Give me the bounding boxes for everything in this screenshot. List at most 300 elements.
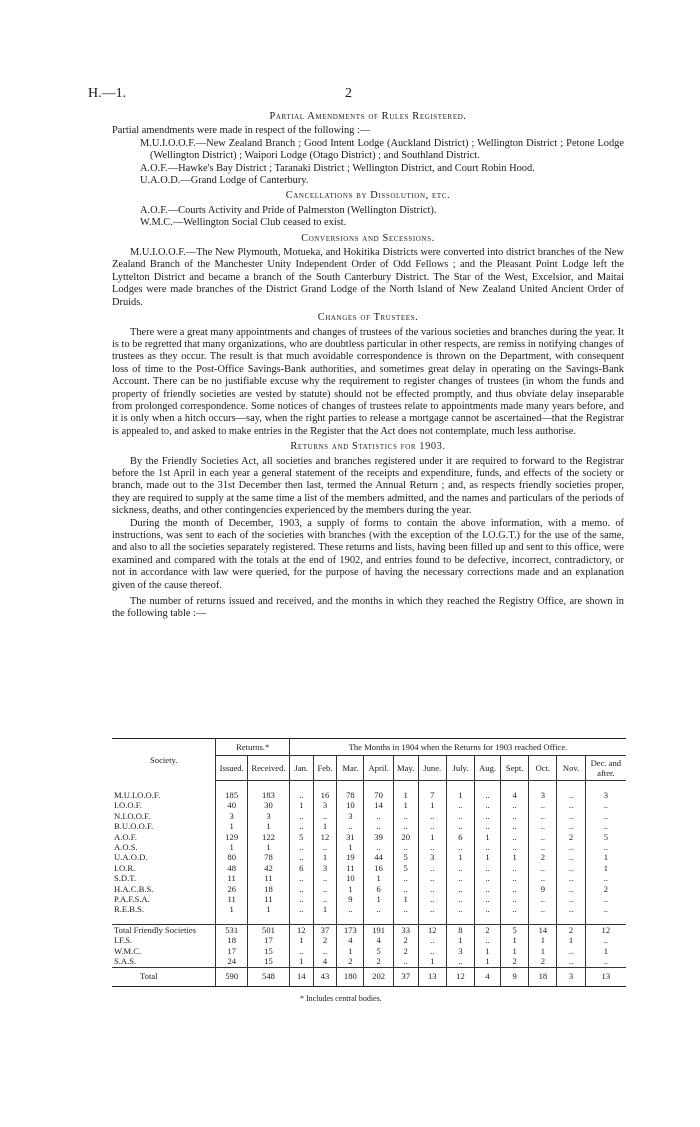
table-row bbox=[112, 863, 626, 873]
col-header: July. bbox=[446, 756, 474, 781]
table-cell: .. bbox=[585, 935, 626, 945]
table-cell: .. bbox=[446, 904, 474, 914]
table-cell: .. bbox=[557, 800, 585, 810]
table-cell: .. bbox=[557, 884, 585, 894]
trustees-paragraph: There were a great many appointments and changes of trustees of the various societies and branches during the year. It is to be regretted that many organizations, who are doubtless particular in other respects, are remiss in notifying changes of trustees as they occur. The result is that much avoidable correspondence is thrown on the Department, with consequent loss of time to the Post-Office Savings-Bank authorities, and sometimes great delay in operating on the Savings-Bank Account. There can be no justifiable excuse why the requirement to register changes of trustees (in whom the funds and property of friendly societies are vested by statute) should not be effected promptly, and thus obviate delay inseparable from prolonged correspondence. Some notices of changes of trustees relate to appointments made many years before, and it is only when a hitch occurs—say, when the right parties to release a mortgage cannot be ascertained—that the Registrar is appealed to, and asked to make entries in the Register that the Act does not contemplate, much less authorise. bbox=[112, 326, 624, 437]
table-cell: 4 bbox=[337, 935, 364, 945]
table-cell: 20 bbox=[393, 832, 418, 842]
table-cell: .. bbox=[501, 894, 529, 904]
table-cell: 531 bbox=[216, 924, 248, 935]
table-cell: .. bbox=[289, 852, 313, 862]
table-cell: 2 bbox=[585, 884, 626, 894]
table-cell: 3 bbox=[313, 863, 337, 873]
returns-table bbox=[112, 738, 626, 987]
table-cell: 31 bbox=[337, 832, 364, 842]
table-cell: 3 bbox=[216, 811, 248, 821]
table-cell: .. bbox=[501, 811, 529, 821]
table-cell: 1 bbox=[557, 935, 585, 945]
table-cell: 590 bbox=[216, 967, 248, 986]
table-cell: 12 bbox=[418, 924, 446, 935]
table-cell: 2 bbox=[393, 946, 418, 956]
table-cell: 78 bbox=[337, 790, 364, 800]
table-cell: .. bbox=[557, 790, 585, 800]
heading-partial-amendments: Partial Amendments of Rules Registered. bbox=[269, 111, 467, 122]
table-cell: 2 bbox=[475, 924, 501, 935]
table-cell: 1 bbox=[501, 946, 529, 956]
col-header: Oct. bbox=[529, 756, 557, 781]
table-cell: 12 bbox=[446, 967, 474, 986]
table-cell: .. bbox=[501, 842, 529, 852]
table-row bbox=[112, 832, 626, 842]
table-cell: 48 bbox=[216, 863, 248, 873]
table-cell: 202 bbox=[364, 967, 393, 986]
table-cell: .. bbox=[393, 821, 418, 831]
table-cell: .. bbox=[418, 884, 446, 894]
table-cell: 3 bbox=[557, 967, 585, 986]
table-cell: .. bbox=[529, 800, 557, 810]
table-cell: .. bbox=[393, 904, 418, 914]
table-cell: .. bbox=[418, 811, 446, 821]
table-cell: 1 bbox=[393, 790, 418, 800]
page-number: 2 bbox=[345, 86, 352, 101]
table-cell: .. bbox=[529, 904, 557, 914]
col-header: Aug. bbox=[475, 756, 501, 781]
table-cell: 1 bbox=[475, 956, 501, 967]
table-cell: 1 bbox=[364, 873, 393, 883]
table-cell: 2 bbox=[529, 852, 557, 862]
table-cell: .. bbox=[585, 873, 626, 883]
partial-item: A.O.F.—Hawke's Bay District ; Taranaki District ; Wellington District, and Court Robin Hood. bbox=[140, 162, 535, 174]
table-cell: .. bbox=[418, 842, 446, 852]
table-cell: 8 bbox=[446, 924, 474, 935]
table-cell: .. bbox=[475, 894, 501, 904]
table-cell: .. bbox=[364, 842, 393, 852]
table-cell: .. bbox=[364, 821, 393, 831]
table-cell: 24 bbox=[216, 956, 248, 967]
table-cell: 42 bbox=[248, 863, 290, 873]
table-cell: 13 bbox=[585, 967, 626, 986]
table-cell: 3 bbox=[585, 790, 626, 800]
col-header: April. bbox=[364, 756, 393, 781]
society-name: I.O.O.F. bbox=[114, 800, 142, 811]
table-cell: .. bbox=[529, 811, 557, 821]
table-cell: 1 bbox=[418, 832, 446, 842]
table-cell: 1 bbox=[289, 935, 313, 945]
table-row bbox=[112, 790, 626, 800]
table-cell: 19 bbox=[337, 852, 364, 862]
table-cell: 1 bbox=[446, 935, 474, 945]
table-cell: 5 bbox=[585, 832, 626, 842]
table-cell: .. bbox=[418, 904, 446, 914]
table-cell: .. bbox=[393, 811, 418, 821]
table-cell: .. bbox=[475, 800, 501, 810]
table-cell: .. bbox=[337, 821, 364, 831]
table-row bbox=[112, 967, 626, 986]
table-cell: 11 bbox=[216, 873, 248, 883]
table-cell: 1 bbox=[337, 946, 364, 956]
society-name: N.I.O.O.F. bbox=[114, 810, 151, 821]
table-cell: 1 bbox=[337, 842, 364, 852]
society-name: M.U.I.O.O.F. bbox=[114, 790, 161, 800]
table-cell: 26 bbox=[216, 884, 248, 894]
table-cell: .. bbox=[446, 821, 474, 831]
table-cell: 5 bbox=[393, 863, 418, 873]
table-cell: 1 bbox=[446, 852, 474, 862]
table-cell: .. bbox=[446, 956, 474, 967]
table-cell: .. bbox=[446, 842, 474, 852]
table-cell: 1 bbox=[248, 842, 290, 852]
table-cell: .. bbox=[418, 821, 446, 831]
col-header: Received. bbox=[248, 756, 290, 781]
table-cell: .. bbox=[289, 811, 313, 821]
table-cell: .. bbox=[475, 811, 501, 821]
table-cell: .. bbox=[585, 811, 626, 821]
table-cell: 4 bbox=[475, 967, 501, 986]
table-cell: .. bbox=[501, 873, 529, 883]
table-cell: .. bbox=[475, 935, 501, 945]
table-cell: .. bbox=[557, 811, 585, 821]
table-cell: .. bbox=[529, 863, 557, 873]
table-cell: .. bbox=[313, 873, 337, 883]
table-cell: 3 bbox=[248, 811, 290, 821]
table-cell: 7 bbox=[418, 790, 446, 800]
table-cell: .. bbox=[289, 946, 313, 956]
table-cell: 1 bbox=[289, 800, 313, 810]
table-cell: 11 bbox=[337, 863, 364, 873]
table-row bbox=[112, 924, 626, 935]
table-cell: 6 bbox=[446, 832, 474, 842]
page-reference: H.—1. bbox=[88, 86, 127, 101]
table-cell: 12 bbox=[289, 924, 313, 935]
col-header: Dec. and after. bbox=[585, 756, 626, 781]
table-cell: 43 bbox=[313, 967, 337, 986]
table-cell: 1 bbox=[289, 956, 313, 967]
society-name: U.A.O.D. bbox=[114, 852, 148, 863]
table-cell: 2 bbox=[501, 956, 529, 967]
table-cell: 30 bbox=[248, 800, 290, 810]
table-cell: .. bbox=[289, 873, 313, 883]
table-cell: 1 bbox=[446, 790, 474, 800]
table-spacer bbox=[112, 781, 626, 791]
society-name: B.U.O.O.F. bbox=[114, 821, 154, 832]
table-cell: .. bbox=[313, 946, 337, 956]
group-returns: Returns.* bbox=[216, 739, 290, 756]
table-cell: .. bbox=[529, 873, 557, 883]
table-cell: .. bbox=[418, 946, 446, 956]
table-cell: 1 bbox=[216, 842, 248, 852]
table-cell: 2 bbox=[529, 956, 557, 967]
table-cell: .. bbox=[418, 873, 446, 883]
table-cell: 11 bbox=[248, 873, 290, 883]
table-cell: 11 bbox=[216, 894, 248, 904]
table-cell: .. bbox=[557, 946, 585, 956]
table-row bbox=[112, 842, 626, 852]
table-cell: 1 bbox=[501, 852, 529, 862]
table-cell: .. bbox=[557, 852, 585, 862]
table-cell: .. bbox=[585, 842, 626, 852]
society-name: W.M.C. bbox=[114, 945, 142, 956]
table-cell: 1 bbox=[501, 935, 529, 945]
col-header: Nov. bbox=[557, 756, 585, 781]
society-name: H.A.C.B.S. bbox=[114, 883, 154, 894]
table-cell: 2 bbox=[557, 924, 585, 935]
table-cell: 2 bbox=[337, 956, 364, 967]
table-row bbox=[112, 935, 626, 945]
col-header: Feb. bbox=[313, 756, 337, 781]
table-cell: 5 bbox=[501, 924, 529, 935]
table-cell: .. bbox=[585, 904, 626, 914]
col-society: Society. bbox=[112, 739, 216, 781]
table-cell: 1 bbox=[216, 904, 248, 914]
col-header: May. bbox=[393, 756, 418, 781]
heading-returns: Returns and Statistics for 1903. bbox=[290, 441, 446, 453]
table-cell: 13 bbox=[418, 967, 446, 986]
table-cell: 501 bbox=[248, 924, 290, 935]
table-cell: .. bbox=[585, 800, 626, 810]
table-cell: 1 bbox=[313, 852, 337, 862]
table-cell: .. bbox=[289, 790, 313, 800]
table-cell: .. bbox=[585, 894, 626, 904]
heading-cancellations: Cancellations by Dissolution, etc. bbox=[285, 190, 451, 202]
table-cell: 1 bbox=[393, 800, 418, 810]
table-cell: .. bbox=[289, 842, 313, 852]
table-cell: 9 bbox=[501, 967, 529, 986]
table-cell: 1 bbox=[364, 894, 393, 904]
table-cell: 548 bbox=[248, 967, 290, 986]
table-cell: .. bbox=[364, 904, 393, 914]
table-cell: 3 bbox=[446, 946, 474, 956]
table-cell: .. bbox=[529, 894, 557, 904]
table-cell: 9 bbox=[337, 894, 364, 904]
society-name: I.O.R. bbox=[114, 862, 136, 873]
table-cell: 16 bbox=[364, 863, 393, 873]
table-cell: .. bbox=[585, 821, 626, 831]
table-cell: .. bbox=[557, 894, 585, 904]
table-cell: 12 bbox=[313, 832, 337, 842]
table-cell: .. bbox=[475, 821, 501, 831]
partial-intro: Partial amendments were made in respect of the following :— bbox=[112, 125, 371, 137]
table-row bbox=[112, 946, 626, 956]
table-cell: .. bbox=[289, 894, 313, 904]
table-cell: 1 bbox=[248, 821, 290, 831]
heading-conversions: Conversions and Secessions. bbox=[301, 232, 435, 244]
partial-item: M.U.I.O.O.F.—New Zealand Branch ; Good Intent Lodge (Auckland District) ; Wellington District ; Petone Lodge (Wellington District) ; Waipori Lodge (Otago District) ; and Southland District. bbox=[140, 137, 624, 162]
table-cell: 18 bbox=[216, 935, 248, 945]
table-cell: 1 bbox=[248, 904, 290, 914]
table-cell: .. bbox=[393, 873, 418, 883]
table-cell: .. bbox=[585, 956, 626, 967]
society-name: I.F.S. bbox=[114, 935, 133, 946]
table-cell: 185 bbox=[216, 790, 248, 800]
table-cell: 40 bbox=[216, 800, 248, 810]
table-cell: .. bbox=[557, 956, 585, 967]
table-cell: 1 bbox=[313, 821, 337, 831]
table-cell: 1 bbox=[337, 884, 364, 894]
table-cell: .. bbox=[289, 821, 313, 831]
table-cell: 180 bbox=[337, 967, 364, 986]
table-cell: 18 bbox=[248, 884, 290, 894]
table-cell: 1 bbox=[585, 863, 626, 873]
table-cell: 39 bbox=[364, 832, 393, 842]
table-cell: 10 bbox=[337, 800, 364, 810]
table-cell: 1 bbox=[216, 821, 248, 831]
society-name: A.O.F. bbox=[114, 831, 137, 842]
col-header: Jan. bbox=[289, 756, 313, 781]
table-cell: 80 bbox=[216, 852, 248, 862]
group-months: The Months in 1904 when the Returns for 1903 reached Office. bbox=[289, 739, 626, 756]
table-cell: 1 bbox=[475, 832, 501, 842]
col-header: Mar. bbox=[337, 756, 364, 781]
table-cell: .. bbox=[393, 884, 418, 894]
table-cell: 1 bbox=[475, 852, 501, 862]
table-cell: 1 bbox=[585, 946, 626, 956]
table-cell: 3 bbox=[529, 790, 557, 800]
returns-paragraph-3: The number of returns issued and received, and the months in which they reached the Registry Office, are shown in the following table :— bbox=[112, 596, 624, 620]
table-cell: 5 bbox=[393, 852, 418, 862]
body-text bbox=[112, 108, 624, 621]
table-cell: 78 bbox=[248, 852, 290, 862]
table-cell: .. bbox=[446, 811, 474, 821]
table-row bbox=[112, 873, 626, 883]
col-header: June. bbox=[418, 756, 446, 781]
table-cell: 1 bbox=[418, 956, 446, 967]
table-cell: 16 bbox=[313, 790, 337, 800]
table-cell: .. bbox=[313, 842, 337, 852]
table-cell: 37 bbox=[313, 924, 337, 935]
table-cell: .. bbox=[501, 863, 529, 873]
table-row bbox=[112, 956, 626, 967]
society-name: S.A.S. bbox=[114, 956, 137, 967]
table-cell: 2 bbox=[364, 956, 393, 967]
table-cell: 4 bbox=[313, 956, 337, 967]
table-cell: 14 bbox=[364, 800, 393, 810]
table-cell: 4 bbox=[501, 790, 529, 800]
table-cell: 5 bbox=[289, 832, 313, 842]
table-cell: 18 bbox=[529, 967, 557, 986]
table-cell: .. bbox=[393, 842, 418, 852]
table-cell: .. bbox=[446, 800, 474, 810]
table-cell: .. bbox=[364, 811, 393, 821]
table-cell: 129 bbox=[216, 832, 248, 842]
table-cell: 15 bbox=[248, 946, 290, 956]
table-cell: 4 bbox=[364, 935, 393, 945]
col-header: Issued. bbox=[216, 756, 248, 781]
table-footnote: * Includes central bodies. bbox=[300, 994, 382, 1003]
table-cell: 11 bbox=[248, 894, 290, 904]
table-cell: 70 bbox=[364, 790, 393, 800]
conversions-paragraph: M.U.I.O.O.F.—The New Plymouth, Motueka, and Hokitika Districts were converted into district branches of the New Zealand Branch of the Manchester Unity Independent Order of Odd Fellows ; and the Pleasant Point Lodge left the Lyttelton District and became a branch of the South Canterbury District. The Star of the West, Excelsior, and Maitai Lodges were made branches of the District Grand Lodge of the North Island of New Zealand United Ancient Order of Druids. bbox=[112, 247, 624, 308]
table-cell: 191 bbox=[364, 924, 393, 935]
table-cell: 2 bbox=[313, 935, 337, 945]
table-row bbox=[112, 852, 626, 862]
table-body bbox=[112, 781, 626, 987]
table-cell: 6 bbox=[364, 884, 393, 894]
table-row bbox=[112, 894, 626, 904]
table-cell: .. bbox=[475, 790, 501, 800]
table-cell: .. bbox=[313, 894, 337, 904]
table-cell: .. bbox=[446, 894, 474, 904]
table-cell: 10 bbox=[337, 873, 364, 883]
table-cell: .. bbox=[313, 811, 337, 821]
heading-trustees: Changes of Trustees. bbox=[317, 312, 419, 324]
table-cell: 1 bbox=[475, 946, 501, 956]
table-cell: 44 bbox=[364, 852, 393, 862]
table-cell: 12 bbox=[585, 924, 626, 935]
table-cell: 1 bbox=[529, 946, 557, 956]
table-row bbox=[112, 884, 626, 894]
table-cell: 17 bbox=[216, 946, 248, 956]
table-cell: .. bbox=[446, 873, 474, 883]
table-cell: .. bbox=[475, 884, 501, 894]
table-row bbox=[112, 821, 626, 831]
table-cell: 3 bbox=[313, 800, 337, 810]
table-cell: 1 bbox=[529, 935, 557, 945]
table-cell: 1 bbox=[393, 894, 418, 904]
table-cell: .. bbox=[557, 821, 585, 831]
table-cell: .. bbox=[501, 832, 529, 842]
returns-paragraph-1: By the Friendly Societies Act, all societies and branches registered under it are required to forward to the Registrar before the 1st April in each year a general statement of the receipts and expenditure, funds, and effects of the society or branch, made out to the 31st December then last, termed the Annual Return ; and, as respects friendly societies proper, they are required to supply at the same time a list of the members admitted, and the names and particulars of the periods of sickness, deaths, and other contingencies experienced by the members during the year. bbox=[112, 455, 624, 517]
table-cell: .. bbox=[557, 842, 585, 852]
table-cell: 3 bbox=[337, 811, 364, 821]
table-cell: .. bbox=[501, 904, 529, 914]
table-cell: 3 bbox=[418, 852, 446, 862]
table-cell: .. bbox=[289, 904, 313, 914]
table-cell: .. bbox=[475, 842, 501, 852]
col-header: Sept. bbox=[501, 756, 529, 781]
table-cell: .. bbox=[313, 884, 337, 894]
cancellation-item: W.M.C.—Wellington Social Club ceased to exist. bbox=[140, 217, 347, 229]
table-cell: 1 bbox=[585, 852, 626, 862]
table-row bbox=[112, 800, 626, 810]
table-cell: 6 bbox=[289, 863, 313, 873]
table-cell: .. bbox=[446, 884, 474, 894]
table-cell: 5 bbox=[364, 946, 393, 956]
table-cell: 14 bbox=[289, 967, 313, 986]
table-cell: .. bbox=[418, 894, 446, 904]
table-cell: .. bbox=[446, 863, 474, 873]
table-cell: 15 bbox=[248, 956, 290, 967]
table-cell: .. bbox=[501, 821, 529, 831]
table-cell: .. bbox=[501, 884, 529, 894]
table-cell: .. bbox=[557, 873, 585, 883]
table-cell: 2 bbox=[393, 935, 418, 945]
table-cell: .. bbox=[475, 873, 501, 883]
table-cell: .. bbox=[529, 842, 557, 852]
table-cell: .. bbox=[475, 863, 501, 873]
table-cell: 14 bbox=[529, 924, 557, 935]
table-cell: 1 bbox=[418, 800, 446, 810]
table-cell: .. bbox=[289, 884, 313, 894]
table-cell: .. bbox=[501, 800, 529, 810]
society-name: Total Friendly Societies bbox=[112, 924, 216, 935]
table-cell: 2 bbox=[557, 832, 585, 842]
society-name: P.A.F.S.A. bbox=[114, 894, 150, 905]
society-name: S.D.T. bbox=[114, 873, 137, 884]
table-cell: .. bbox=[557, 863, 585, 873]
table-cell: .. bbox=[475, 904, 501, 914]
table-cell: .. bbox=[529, 821, 557, 831]
table-row bbox=[112, 811, 626, 821]
table-cell: 17 bbox=[248, 935, 290, 945]
table-cell: .. bbox=[418, 863, 446, 873]
returns-paragraph-2: During the month of December, 1903, a supply of forms to contain the above information, with a memo. of instructions, was sent to each of the societies with branches (with the exception of the I.O.G.T.) for the use of the same, and also to all the societies separately registered. These returns and lists, having been filled up and sent to this office, were examined and compared with the totals at the end of 1902, and entries found to be defective, incorrect, contradictory, or not in accordance with law were queried, for the purpose of having the necessary corrections made and an explanation given of the cause thereof. bbox=[112, 517, 624, 591]
table-cell: .. bbox=[337, 904, 364, 914]
table-cell: 122 bbox=[248, 832, 290, 842]
table-cell: .. bbox=[418, 935, 446, 945]
table-cell: 37 bbox=[393, 967, 418, 986]
society-name: R.E.B.S. bbox=[114, 904, 145, 915]
table-cell: 173 bbox=[337, 924, 364, 935]
